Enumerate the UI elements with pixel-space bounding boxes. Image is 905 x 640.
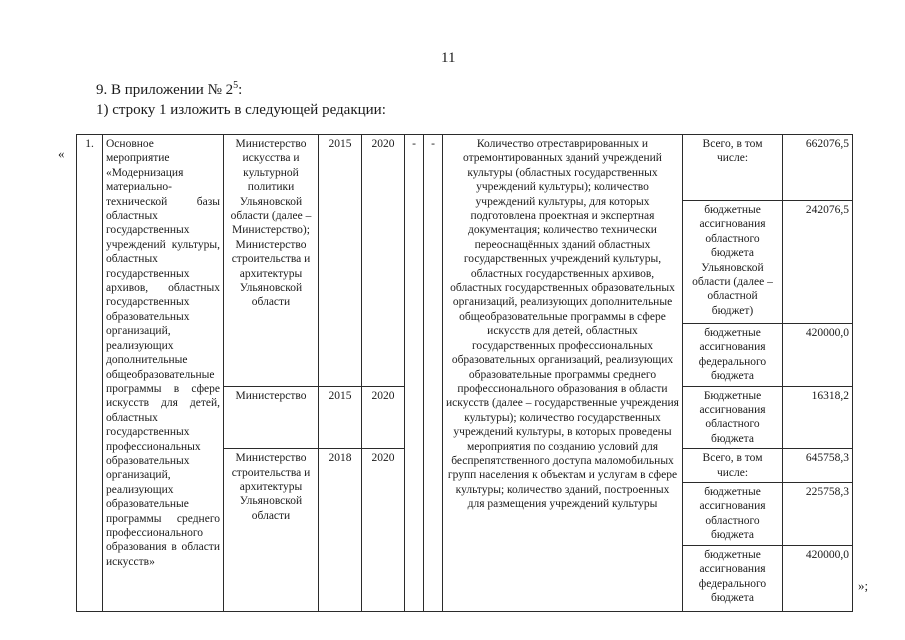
finance-amount-cell: 420000,0 (783, 324, 853, 387)
finance-amount-cell: 242076,5 (783, 201, 853, 324)
finance-source-cell: бюджетные ассигнования областного бюджета (683, 483, 783, 546)
finance-source-cell: Бюджетные ассигнования областного бюджета (683, 386, 783, 449)
row-number: 1. (77, 135, 103, 612)
finance-source-cell: бюджетные ассигнования областного бюджета Ульяновской области (далее – областной бюджет) (683, 201, 783, 324)
finance-amount-cell: 16318,2 (783, 386, 853, 449)
program-row-table (76, 134, 853, 612)
end-year-cell: 2020 (362, 449, 405, 611)
end-year-cell: 2020 (362, 135, 405, 387)
dash-cell: - (424, 135, 443, 612)
executor-cell: Министерство (224, 386, 319, 449)
table-row (77, 135, 853, 201)
start-year-cell: 2015 (319, 135, 362, 387)
end-year-cell: 2020 (362, 386, 405, 449)
executor-cell: Министерство строительства и архитектуры Ульяновской области (224, 449, 319, 611)
finance-source-cell: Всего, в том числе: (683, 449, 783, 483)
closing-quote: »; (858, 578, 869, 593)
page-number: 11 (441, 50, 456, 66)
section-heading (96, 80, 242, 99)
section-heading-superscript: 5 (233, 80, 239, 91)
section-heading-text: 9. В приложении № 2 (96, 82, 234, 98)
finance-amount-cell: 645758,3 (783, 449, 853, 483)
finance-source-cell: Всего, в том числе: (683, 135, 783, 201)
finance-source-cell: бюджетные ассигнования федерального бюджета (683, 324, 783, 387)
finance-amount-cell: 662076,5 (783, 135, 853, 201)
finance-amount-cell: 225758,3 (783, 483, 853, 546)
section-heading-suffix: : (238, 82, 243, 98)
activity-name-cell: Основное мероприятие «Модернизация материально-технической базы областных государственных учреждений культуры, областных государственных архивов, областных государственных образовательных организаций, реализующих дополнительные общеобразовательные программы в сфере искусств для детей, областных государственных профессиональных образовательных организаций, реализующих образовательные программы среднего профессионального образования в области искусств» (103, 135, 224, 612)
dash-cell: - (405, 135, 424, 612)
executor-cell: Министерство искусства и культурной политики Ульяновской области (далее – Министерство); Министерство строительства и архитектуры Ульяновской области (224, 135, 319, 387)
start-year-cell: 2018 (319, 449, 362, 611)
indicators-cell: Количество отреставрированных и отремонтированных зданий учреждений культуры (областных государственных учреждений культуры); количество учреждений культуры, для которых подготовлена проектная и экспертная документация; количество технически переоснащённых зданий областных государственных учреждений культуры, областных государственных архивов, областных государственных образовательных организаций, реализующих дополнительные общеобразовательные программы в сфере искусств для детей, областных государственных профессиональных образовательных организаций, реализующих образовательные программы среднего профессионального образования в области искусств (далее – государственные учреждения культуры); количество государственных учреждений культуры, в которых проведены мероприятия по созданию условий для беспрепятственного доступа маломобильных групп населения к объектам и услугам в сфере культуры; количество зданий, построенных для размещения учреждений культуры (443, 135, 683, 612)
start-year-cell: 2015 (319, 386, 362, 449)
instruction-text: 1) строку 1 изложить в следующей редакции: (96, 102, 386, 118)
finance-amount-cell: 420000,0 (783, 545, 853, 611)
finance-source-cell: бюджетные ассигнования федерального бюджета (683, 545, 783, 611)
opening-quote: « (58, 146, 65, 161)
